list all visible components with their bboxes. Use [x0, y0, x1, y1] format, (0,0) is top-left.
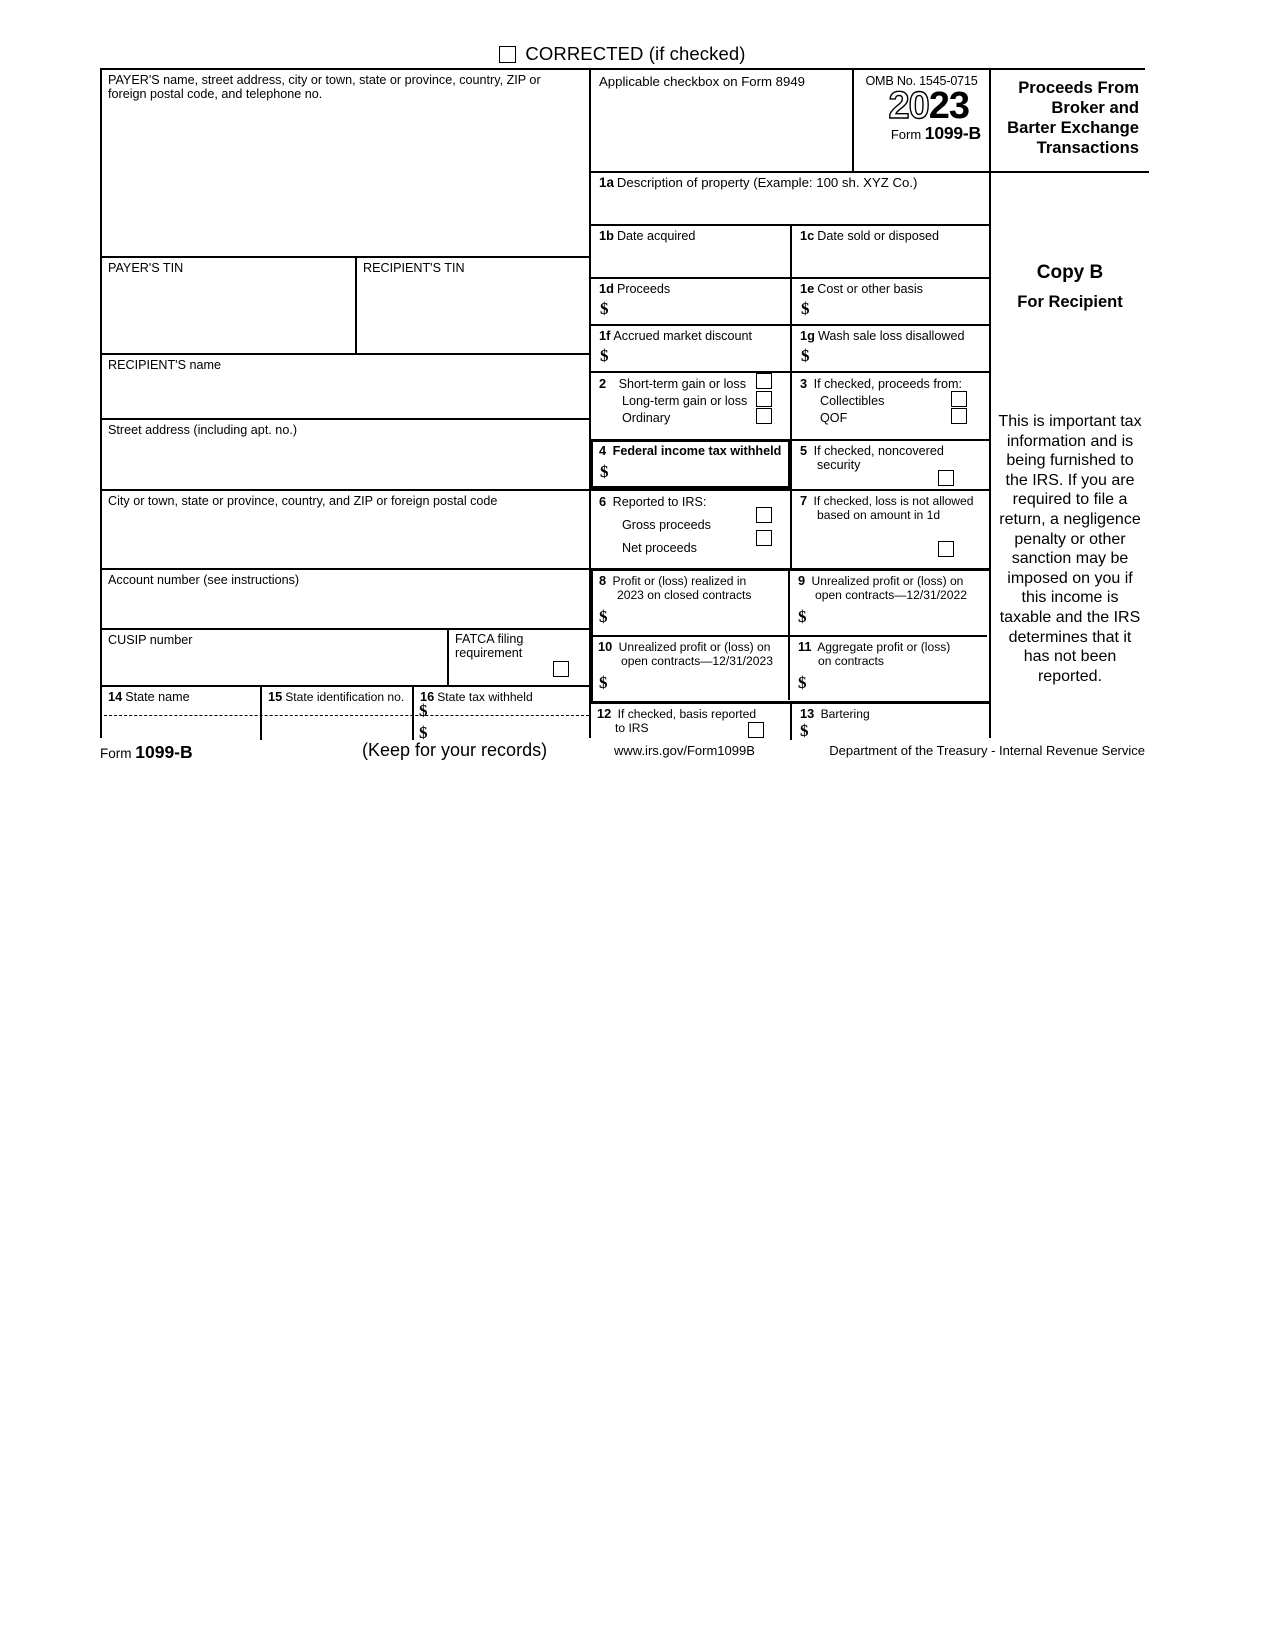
box10-label-line2: open contracts—12/31/2023: [621, 653, 773, 668]
box15-label: State identification no.: [285, 690, 405, 704]
box6-number: 6: [599, 494, 607, 509]
box13-number: 13: [800, 706, 815, 721]
box5-checkbox[interactable]: [938, 470, 954, 486]
box4-label: Federal income tax withheld: [612, 444, 782, 458]
tax-year: [854, 87, 989, 125]
box2-long-term-checkbox[interactable]: [756, 391, 772, 407]
box1a-number: 1a: [599, 175, 614, 190]
box5-number: 5: [800, 443, 808, 458]
box11-number: 11: [798, 639, 812, 654]
box1f-label: Accrued market discount: [613, 329, 752, 343]
box3-number: 3: [800, 376, 808, 391]
box11-label-line1: Aggregate profit or (loss): [817, 640, 951, 654]
box10-unrealized-profit-2023[interactable]: [593, 635, 788, 700]
omb-block: [852, 70, 989, 171]
state-row-divider: [104, 715, 589, 716]
box4-currency: $: [600, 462, 609, 481]
copy-b-line2: For Recipient: [1017, 293, 1123, 311]
box16-state-tax-withheld[interactable]: [412, 685, 589, 740]
box7-checkbox[interactable]: [938, 541, 954, 557]
box6-gross-proceeds-label: Gross proceeds: [622, 518, 711, 532]
box4-number: 4: [599, 443, 607, 458]
recipient-tin-box[interactable]: [355, 256, 589, 353]
box1a-description[interactable]: [591, 171, 989, 224]
box3-label: If checked, proceeds from:: [813, 377, 963, 391]
box8-number: 8: [599, 573, 607, 588]
corrected-checkbox[interactable]: [499, 46, 516, 63]
box14-state-name[interactable]: [102, 685, 260, 740]
payer-tin-box[interactable]: [102, 256, 355, 353]
form-number-value: 1099-B: [924, 123, 981, 143]
fatca-label-line1: FATCA filing: [455, 632, 524, 646]
box8-currency: $: [599, 607, 608, 626]
box6-gross-proceeds-checkbox[interactable]: [756, 507, 772, 523]
box4-federal-income-tax-withheld[interactable]: [590, 439, 791, 489]
recipient-name-box[interactable]: [102, 353, 589, 418]
box7-loss-not-allowed[interactable]: [790, 489, 989, 568]
street-address-box[interactable]: [102, 418, 589, 489]
box9-number: 9: [798, 573, 806, 588]
box1e-number: 1e: [800, 281, 815, 296]
box3-collectibles-checkbox[interactable]: [951, 391, 967, 407]
corrected-row: [100, 42, 1145, 66]
form-body: [100, 68, 1145, 738]
recipient-name-label: RECIPIENT'S name: [108, 358, 221, 372]
box10-currency: $: [599, 673, 608, 692]
form-number-line: [854, 123, 989, 144]
box1b-date-acquired[interactable]: [591, 224, 790, 277]
box16-currency-1: $: [419, 701, 428, 720]
box7-number: 7: [800, 493, 808, 508]
footer-form-label: [100, 742, 193, 763]
box13-label: Bartering: [820, 707, 870, 721]
box2-gain-or-loss[interactable]: [591, 371, 790, 439]
box1g-wash-sale-loss[interactable]: [790, 324, 989, 371]
box2-ordinary-checkbox[interactable]: [756, 408, 772, 424]
box1b-label: Date acquired: [616, 229, 696, 243]
street-address-label: Street address (including apt. no.): [108, 423, 298, 437]
box7-label-line1: If checked, loss is not allowed: [813, 494, 974, 508]
box1d-currency: $: [600, 299, 609, 318]
box1f-currency: $: [600, 346, 609, 365]
box12-label-line1: If checked, basis reported: [617, 707, 757, 721]
box1g-label: Wash sale loss disallowed: [817, 329, 965, 343]
form-footer: [100, 740, 1145, 766]
box2-number: 2: [599, 376, 607, 391]
box1e-cost-basis[interactable]: [790, 277, 989, 324]
box1f-number: 1f: [599, 328, 611, 343]
box1g-currency: $: [801, 346, 810, 365]
box12-basis-reported-to-irs[interactable]: [591, 704, 790, 740]
form-number-prefix: Form: [890, 127, 925, 142]
recipient-tin-label: RECIPIENT'S TIN: [363, 261, 465, 275]
box7-label-line2: based on amount in 1d: [817, 507, 941, 522]
fatca-box[interactable]: [447, 628, 589, 685]
form-title-line4: Transactions: [1036, 138, 1139, 157]
box1e-label: Cost or other basis: [817, 282, 923, 296]
left-column: [102, 70, 589, 740]
box15-number: 15: [268, 689, 283, 704]
box1c-date-sold[interactable]: [790, 224, 989, 277]
box12-number: 12: [597, 706, 612, 721]
box3-qof-label: QOF: [820, 411, 848, 425]
box10-label-line1: Unrealized profit or (loss) on: [618, 640, 771, 654]
right-column: [989, 70, 1147, 736]
box9-label-line1: Unrealized profit or (loss) on: [811, 574, 964, 588]
box16-number: 16: [420, 689, 435, 704]
box9-label-line2: open contracts—12/31/2022: [815, 587, 967, 602]
box8-profit-closed-contracts[interactable]: [593, 571, 788, 635]
cusip-number-label: CUSIP number: [108, 633, 193, 647]
footer-form-prefix: Form: [100, 746, 136, 761]
copy-b-line1: Copy B: [1036, 262, 1104, 283]
box14-number: 14: [108, 689, 123, 704]
form-title-block: [991, 70, 1147, 171]
cusip-number-box[interactable]: [102, 628, 447, 685]
box2-option2-label: Long-term gain or loss: [622, 394, 748, 408]
footer-form-number: 1099-B: [135, 742, 193, 762]
box5-label-line1: If checked, noncovered: [813, 444, 944, 458]
box11-label-line2: on contracts: [818, 653, 884, 668]
applicable-checkbox-caption: Applicable checkbox on Form 8949: [599, 74, 805, 89]
box3-proceeds-from[interactable]: [790, 371, 989, 439]
payer-info-caption: PAYER'S name, street address, city or town, state or province, country, ZIP or foreign postal code, and telephone no.: [108, 73, 541, 101]
box16-label: State tax withheld: [437, 690, 533, 704]
box13-bartering[interactable]: [790, 704, 989, 740]
box15-state-id[interactable]: [260, 685, 412, 740]
footer-url[interactable]: www.irs.gov/Form1099B: [614, 743, 755, 758]
box6-reported-to-irs[interactable]: [591, 489, 790, 568]
box1e-currency: $: [801, 299, 810, 318]
box2-option1-label: Short-term gain or loss: [618, 377, 747, 391]
box3-collectibles-label: Collectibles: [820, 394, 885, 408]
corrected-label: CORRECTED (if checked): [525, 43, 746, 64]
account-number-label: Account number (see instructions): [108, 573, 300, 587]
box6-label: Reported to IRS:: [612, 495, 707, 509]
box12-checkbox[interactable]: [748, 722, 764, 738]
box6-net-proceeds-checkbox[interactable]: [756, 530, 772, 546]
box5-noncovered-security[interactable]: [790, 439, 989, 489]
box12-label-line2: to IRS: [615, 720, 649, 735]
box2-option3-label: Ordinary: [622, 411, 671, 425]
box8-label-line2: 2023 on closed contracts: [617, 587, 752, 602]
payer-tin-label: PAYER'S TIN: [108, 261, 184, 275]
box1c-number: 1c: [800, 228, 815, 243]
footer-keep-records: (Keep for your records): [362, 740, 548, 760]
boxes-8-11-group: [590, 568, 990, 704]
box1d-proceeds[interactable]: [591, 277, 790, 324]
fatca-label-line2: requirement: [455, 645, 523, 660]
footer-department: Department of the Treasury - Internal Revenue Service: [829, 743, 1145, 758]
box3-qof-checkbox[interactable]: [951, 408, 967, 424]
fatca-checkbox[interactable]: [553, 661, 569, 677]
box11-currency: $: [798, 673, 807, 692]
box11-aggregate-profit[interactable]: [788, 635, 987, 700]
box1b-number: 1b: [599, 228, 614, 243]
box16-currency-2: $: [419, 723, 428, 740]
box6-net-proceeds-label: Net proceeds: [622, 541, 697, 555]
box13-currency: $: [800, 721, 809, 740]
box1f-accrued-market-discount[interactable]: [591, 324, 790, 371]
box1a-label: Description of property (Example: 100 sh. XYZ Co.): [616, 175, 918, 190]
box1d-label: Proceeds: [616, 282, 671, 296]
box8-label-line1: Profit or (loss) realized in: [612, 574, 747, 588]
box1d-number: 1d: [599, 281, 614, 296]
box1c-label: Date sold or disposed: [817, 229, 940, 243]
form-title-line1: Proceeds From: [1018, 78, 1139, 97]
box1g-number: 1g: [800, 328, 815, 343]
form-title-line3: Barter Exchange: [1007, 118, 1139, 137]
box5-label-line2: security: [817, 457, 861, 472]
box14-label: State name: [125, 690, 190, 704]
copy-b-heading: [991, 262, 1149, 312]
payer-info-box[interactable]: [102, 70, 589, 256]
omb-number: OMB No. 1545-0715: [865, 74, 978, 88]
form-title-line2: Broker and: [1051, 98, 1139, 117]
city-state-zip-label: City or town, state or province, country, and ZIP or foreign postal code: [108, 494, 498, 508]
box9-currency: $: [798, 607, 807, 626]
tax-year-bold: 23: [928, 85, 969, 127]
box10-number: 10: [598, 639, 613, 654]
box2-short-term-checkbox[interactable]: [756, 373, 772, 389]
city-state-zip-box[interactable]: [102, 489, 589, 568]
account-number-box[interactable]: [102, 568, 589, 628]
box9-unrealized-profit-2022[interactable]: [788, 571, 987, 635]
tax-year-light: 20: [888, 85, 929, 127]
copy-b-panel: [991, 171, 1149, 740]
copy-b-notice: This is important tax information and is being furnished to the IRS. If you are required to file a return, a negligence penalty or other sanction may be imposed on you if this income is taxable and the IRS determines that it has not been reported.: [998, 413, 1142, 685]
